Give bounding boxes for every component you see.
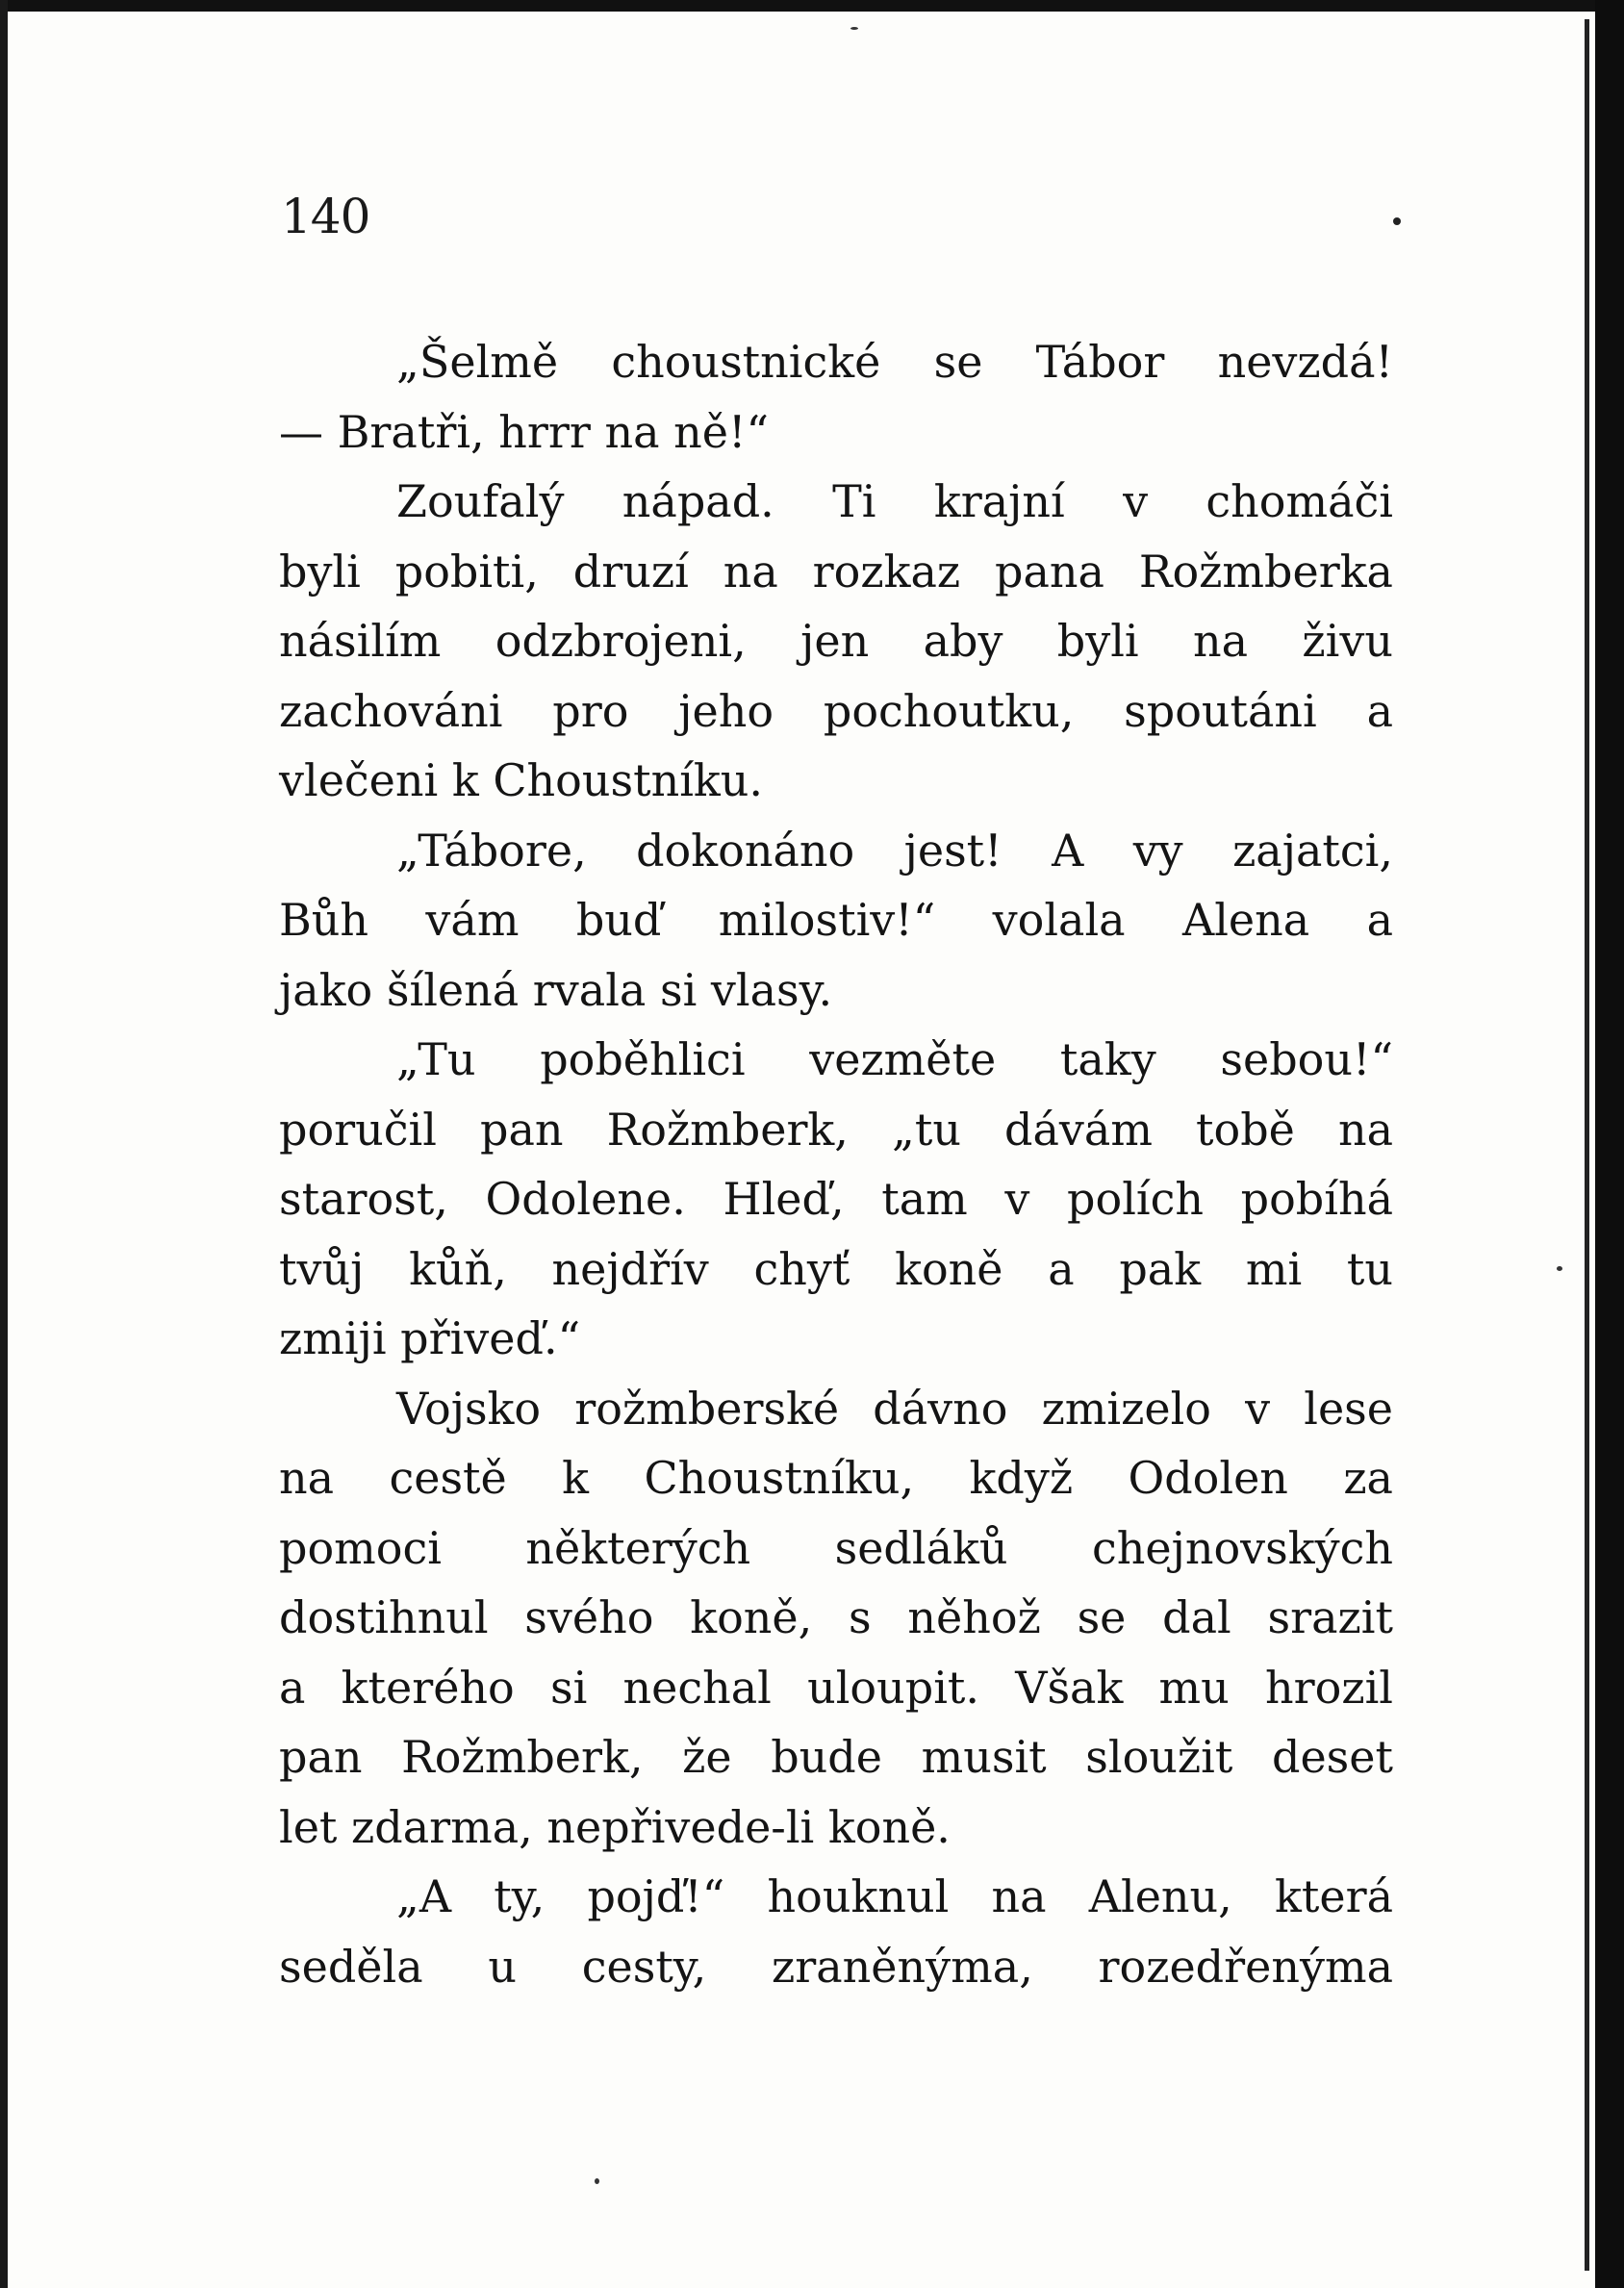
text-line: a kterého si nechal uloupit. Však mu hrozil — [279, 1661, 1393, 1714]
text-line: zmiji přiveď.“ — [279, 1312, 581, 1364]
text-line: — Bratři, hrrr na ně!“ — [279, 405, 770, 458]
scan-speck — [1557, 1266, 1562, 1271]
scan-edge-line — [1585, 19, 1589, 2271]
text-line: seděla u cesty, zraněnýma, rozedřenýma — [279, 1940, 1393, 1993]
text-line: starost, Odolene. Hleď, tam v polích pobíhá — [279, 1173, 1393, 1225]
text-line: Vojsko rožmberské dávno zmizelo v lese — [396, 1382, 1393, 1435]
text-line: „A ty, pojď!“ houknul na Alenu, která — [396, 1870, 1393, 1922]
text-line: násilím odzbrojeni, jen aby byli na živu — [279, 615, 1393, 667]
text-line: pomoci některých sedláků chejnovských — [279, 1521, 1393, 1574]
scan-edge-left — [0, 0, 8, 2288]
text-line: poručil pan Rožmberk, „tu dávám tobě na — [279, 1103, 1393, 1156]
text-line: pan Rožmberk, že bude musit sloužit deset — [279, 1731, 1393, 1783]
text-line: na cestě k Choustníku, když Odolen za — [279, 1452, 1393, 1504]
text-line: „Šelmě choustnické se Tábor nevzdá! — [396, 336, 1393, 388]
scan-speck — [595, 2178, 599, 2184]
header-dot — [1393, 217, 1401, 225]
text-line: byli pobiti, druzí na rozkaz pana Rožmberka — [279, 545, 1393, 597]
text-line: dostihnul svého koně, s něhož se dal srazit — [279, 1591, 1393, 1643]
scan-speck — [850, 27, 858, 30]
scan-edge-top — [0, 0, 1624, 12]
text-line: tvůj kůň, nejdřív chyť koně a pak mi tu — [279, 1242, 1393, 1295]
text-line: let zdarma, nepřivede-li koně. — [279, 1800, 951, 1853]
body-text — [279, 327, 1393, 2001]
text-line: „Tu poběhlici vezměte taky sebou!“ — [396, 1033, 1393, 1085]
text-line: vlečeni k Choustníku. — [279, 754, 764, 806]
scan-edge-right — [1595, 0, 1624, 2288]
text-line: jako šílená rvala si vlasy. — [279, 963, 833, 1016]
text-line: Zoufalý nápad. Ti krajní v chomáči — [396, 475, 1393, 527]
text-line: „Tábore, dokonáno jest! A vy zajatci, — [396, 824, 1393, 877]
page-number: 140 — [281, 189, 370, 244]
text-line: Bůh vám buď milostiv!“ volala Alena a — [279, 894, 1393, 946]
text-line: zachováni pro jeho pochoutku, spoutáni a — [279, 684, 1393, 737]
